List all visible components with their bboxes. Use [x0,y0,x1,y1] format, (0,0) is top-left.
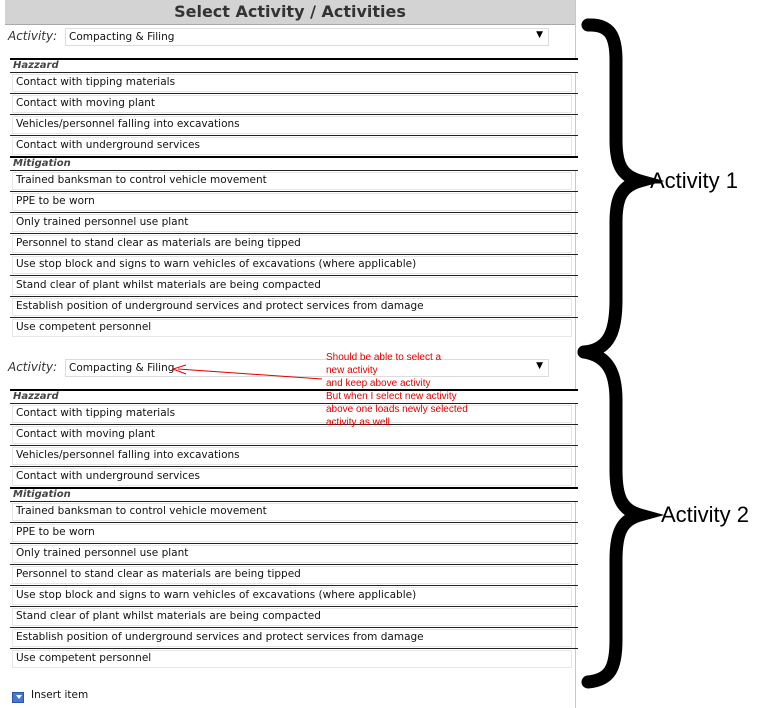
annotation-line: But when I select new activity [326,391,457,402]
mitigation-item[interactable]: Stand clear of plant whilst materials are being compacted [10,275,578,296]
brace-1-shape [584,25,640,352]
mitigation-section-title: Mitigation [10,487,578,501]
mitigation-item[interactable]: Only trained personnel use plant [10,212,578,233]
activity-2-selected-value: Compacting & Filing [69,362,175,374]
mitigation-item[interactable]: Use stop block and signs to warn vehicles of excavations (where applicable) [10,585,578,606]
dropdown-arrow-icon[interactable]: ▼ [536,361,543,371]
hazard-section-title: Hazzard [10,389,578,403]
annotation-line: above one loads newly selected [326,404,468,415]
brace-2-shape [584,352,640,682]
annotation-line: new activity [326,365,378,376]
mitigation-item[interactable]: Trained banksman to control vehicle movement [10,501,578,522]
activity-1-mitigation-section [10,156,578,338]
hazard-item[interactable]: Contact with moving plant [10,93,578,114]
annotation-line: Should be able to select a [326,352,442,363]
mitigation-item[interactable]: Establish position of underground services and protect services from damage [10,296,578,317]
activity-label: Activity: [8,360,58,374]
insert-item-label: Insert item [31,689,89,701]
hazard-section-title: Hazzard [10,58,578,72]
brace-label-activity-1: Activity 1 [650,168,739,193]
activity-label: Activity: [8,29,58,43]
mitigation-item[interactable]: Use competent personnel [10,317,578,338]
hazard-item[interactable]: Contact with underground services [10,466,578,487]
mitigation-item[interactable]: PPE to be worn [10,522,578,543]
dropdown-arrow-icon[interactable]: ▼ [536,30,543,40]
hazard-item[interactable]: Contact with moving plant [10,424,578,445]
hazard-item[interactable]: Contact with tipping materials [10,72,578,93]
mitigation-section-title: Mitigation [10,156,578,170]
mitigation-item[interactable]: Use stop block and signs to warn vehicles of excavations (where applicable) [10,254,578,275]
annotation-line: activity as well [326,417,390,428]
mitigation-item[interactable]: Establish position of underground services and protect services from damage [10,627,578,648]
hazard-item[interactable]: Vehicles/personnel falling into excavations [10,445,578,466]
mitigation-item[interactable]: Stand clear of plant whilst materials are being compacted [10,606,578,627]
mitigation-item[interactable]: Trained banksman to control vehicle movement [10,170,578,191]
activity-1-select[interactable] [65,28,549,46]
mitigation-item[interactable]: Only trained personnel use plant [10,543,578,564]
annotation-line: and keep above activity [326,378,431,389]
mitigation-item[interactable]: Personnel to stand clear as materials are being tipped [10,564,578,585]
activity-1-selected-value: Compacting & Filing [69,31,175,43]
brace-label-activity-2: Activity 2 [661,502,750,527]
page-title: Select Activity / Activities [5,0,575,25]
insert-down-arrow-icon[interactable] [12,692,24,703]
mitigation-item[interactable]: Use competent personnel [10,648,578,669]
mitigation-item[interactable]: Personnel to stand clear as materials are being tipped [10,233,578,254]
activity-1-row [8,28,553,46]
activity-2-mitigation-section [10,487,578,669]
annotation-note [326,351,496,429]
mitigation-item[interactable]: PPE to be worn [10,191,578,212]
hazard-item[interactable]: Contact with underground services [10,135,578,156]
hazard-item[interactable]: Contact with tipping materials [10,403,578,424]
hazard-item[interactable]: Vehicles/personnel falling into excavations [10,114,578,135]
activity-1-hazard-section [10,58,578,156]
